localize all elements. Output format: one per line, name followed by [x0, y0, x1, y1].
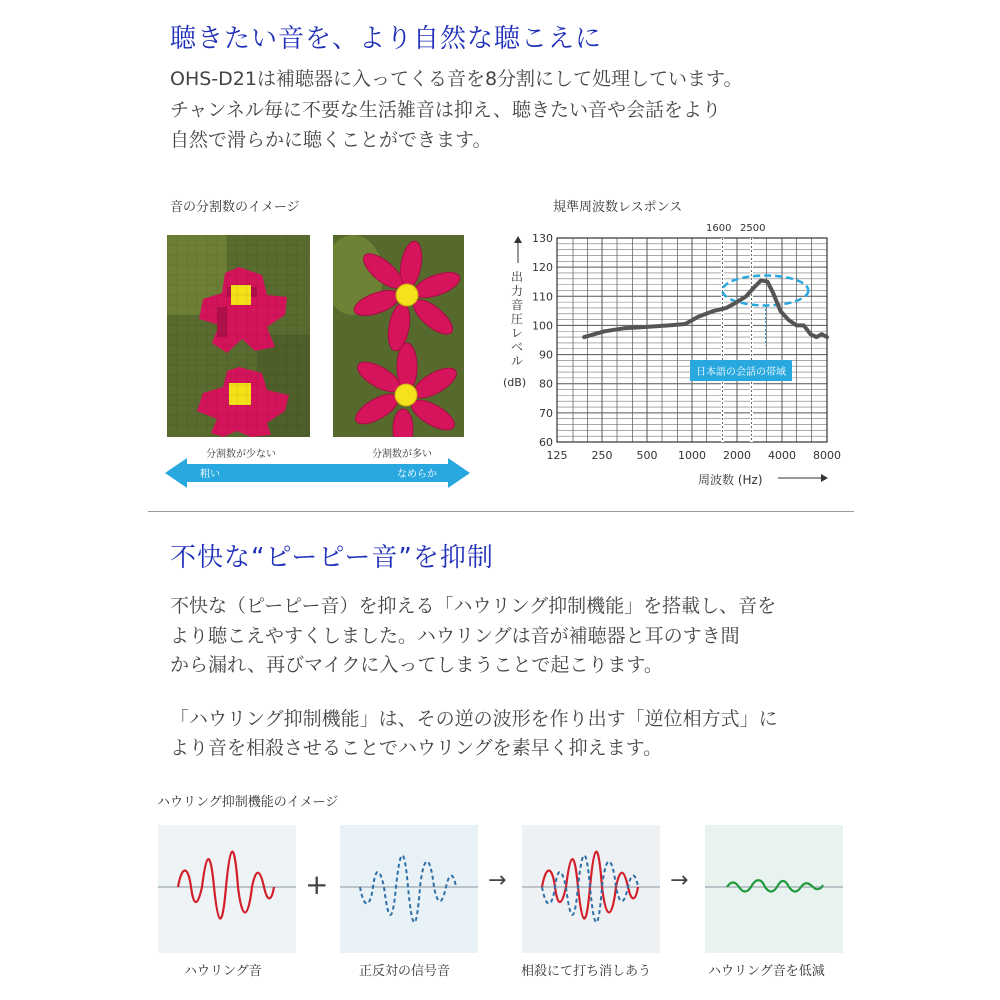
diagram-title: ハウリング抑制機能のイメージ: [157, 795, 339, 810]
section2-p1-line-2: より聴こえやすくしました。ハウリングは音が補聴器と耳のすき間: [170, 625, 740, 647]
x-tick-label: 8000: [813, 449, 841, 462]
plus-sign: +: [305, 868, 329, 901]
section1-title: 聴きたい音を、より自然な聴こえに: [170, 24, 603, 54]
marker-2500: 2500: [740, 223, 766, 234]
section1-line-3: 自然で滑らかに聴くことができます。: [170, 129, 492, 151]
y-tick-label: 100: [532, 319, 553, 333]
y-axis-label: 出 力 音 圧 レ ベ ル: [510, 270, 523, 368]
speech-band-callout: 日本語の会話の帯域: [690, 360, 792, 381]
arrow-2: →: [670, 868, 689, 893]
section2-p1-line-3: から漏れ、再びマイクに入ってしまうことで起こります。: [170, 654, 663, 676]
caption-cancel: 相殺にて打ち消しあう: [521, 964, 652, 979]
x-tick-label: 2000: [723, 449, 751, 462]
marker-1600: 1600: [706, 223, 732, 234]
y-tick-label: 110: [532, 290, 553, 304]
response-curve: [584, 280, 827, 337]
caption-many-divisions: 分割数が多い: [372, 449, 432, 460]
x-axis-right-arrow: [778, 472, 828, 484]
flower-image-coarse: [167, 235, 310, 437]
image-panel-title: 音の分割数のイメージ: [170, 200, 300, 215]
caption-howling: ハウリング音: [184, 964, 262, 979]
arrow-label-coarse: 粗い: [200, 469, 220, 480]
section-divider: [148, 511, 854, 512]
y-tick-label: 80: [539, 377, 553, 391]
y-tick-label: 130: [532, 232, 553, 245]
y-tick-label: 60: [539, 436, 553, 449]
frequency-response-chart: [530, 228, 850, 468]
arrow-label-smooth: なめらか: [397, 469, 437, 480]
caption-reduced: ハウリング音を低減: [708, 964, 825, 979]
section2-p2-line-2: より音を相殺させることでハウリングを素早く抑えます。: [170, 737, 663, 759]
x-tick-label: 500: [636, 449, 658, 462]
y-tick-label: 70: [539, 406, 553, 420]
y-tick-label: 120: [532, 261, 553, 275]
chart-title: 規準周波数レスポンス: [553, 200, 683, 215]
cancel-wave-panel: [522, 825, 660, 953]
x-axis-label: 周波数 (Hz): [698, 473, 763, 487]
section1-line-2: チャンネル毎に不要な生活雑音は抑え、聴きたい音や会話をより: [170, 99, 722, 121]
caption-inverse: 正反対の信号音: [359, 964, 451, 979]
section2-title: 不快な“ピーピー音”を抑制: [170, 543, 494, 573]
section2-p2-line-1: 「ハウリング抑制機能」は、その逆の波形を作り出す「逆位相方式」に: [170, 708, 778, 730]
inverse-wave-panel: [340, 825, 478, 953]
section1-line-1: OHS-D21は補聴器に入ってくる音を8分割にして処理しています。: [170, 68, 743, 90]
x-tick-label: 1000: [678, 449, 706, 462]
flower-image-smooth: [333, 235, 464, 437]
reduced-wave-panel: [705, 825, 843, 953]
x-tick-label: 4000: [768, 449, 796, 462]
howling-wave-panel: [158, 825, 296, 953]
section2-p1-line-1: 不快な（ピーピー音）を抑える「ハウリング抑制機能」を搭載し、音を: [170, 595, 777, 617]
x-tick-label: 125: [546, 449, 568, 462]
caption-few-divisions: 分割数が少ない: [206, 449, 276, 460]
arrow-1: →: [488, 868, 507, 893]
y-axis-unit: (dB): [503, 376, 527, 389]
y-tick-label: 90: [539, 348, 553, 362]
x-tick-label: 250: [591, 449, 613, 462]
y-axis-up-arrow: [513, 236, 523, 264]
